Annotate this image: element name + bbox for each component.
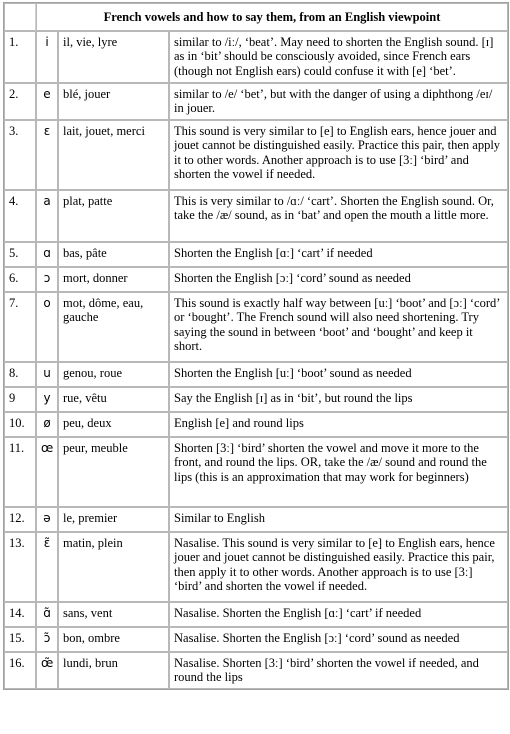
vowel-symbol: ɛ̃ [36, 532, 58, 602]
example-words: lait, jouet, merci [58, 120, 169, 190]
table-row [4, 602, 508, 627]
row-number: 15. [4, 627, 36, 652]
table-row [4, 652, 508, 689]
table-row [4, 83, 508, 120]
example-words: mot, dôme, eau, gauche [58, 292, 169, 362]
example-words: sans, vent [58, 602, 169, 627]
table-row [4, 387, 508, 412]
example-words: lundi, brun [58, 652, 169, 689]
row-number: 10. [4, 412, 36, 437]
row-number: 14. [4, 602, 36, 627]
example-words: peur, meuble [58, 437, 169, 507]
pronunciation-advice: This sound is exactly half way between [uː] ‘boot’ and [ɔː] ‘cord’ or ‘bought’. The French sound will also need shortening. Try saying the sound in between ‘boot’ and ‘bought’ and keep it short. [169, 292, 508, 362]
vowel-symbol: ɛ [36, 120, 58, 190]
example-words: mort, donner [58, 267, 169, 292]
vowel-symbol: ø [36, 412, 58, 437]
example-words: il, vie, lyre [58, 31, 169, 83]
table-row [4, 362, 508, 387]
row-number: 5. [4, 242, 36, 267]
row-number: 7. [4, 292, 36, 362]
pronunciation-advice: similar to /iː/, ‘beat’. May need to shorten the English sound. [ɪ] as in ‘bit’ should be consciously avoided, since French ears (though not English ears) could confuse it with [e] ‘bet’. [169, 31, 508, 83]
table-row [4, 267, 508, 292]
table-row [4, 532, 508, 602]
example-words: rue, vêtu [58, 387, 169, 412]
example-words: plat, patte [58, 190, 169, 242]
vowel-symbol: œ [36, 437, 58, 507]
pronunciation-advice: This sound is very similar to [e] to English ears, hence jouer and jouet cannot be distinguished easily. Practice this pair, then apply it to other words. Another approach is to use [3ː] ‘bird’ and shorten the vowel if needed. [169, 120, 508, 190]
row-number: 13. [4, 532, 36, 602]
vowel-symbol: o [36, 292, 58, 362]
table-row [4, 120, 508, 190]
pronunciation-advice: Shorten the English [uː] ‘boot’ sound as needed [169, 362, 508, 387]
row-number: 6. [4, 267, 36, 292]
vowel-symbol: œ̃ [36, 652, 58, 689]
row-number: 2. [4, 83, 36, 120]
pronunciation-advice: Nasalise. This sound is very similar to [e] to English ears, hence jouer and jouet cannot be distinguished easily. Practice this pair, then apply it to other words. Another approach is to use [3ː] ‘bird’ and shorten the vowel if needed. [169, 532, 508, 602]
table-title: French vowels and how to say them, from an English viewpoint [36, 3, 508, 31]
example-words: blé, jouer [58, 83, 169, 120]
example-words: le, premier [58, 507, 169, 532]
table-title-spacer [4, 3, 36, 31]
vowel-symbol: e [36, 83, 58, 120]
row-number: 16. [4, 652, 36, 689]
pronunciation-advice: Nasalise. Shorten the English [ɔː] ‘cord’ sound as needed [169, 627, 508, 652]
pronunciation-advice: Shorten the English [ɑː] ‘cart’ if needed [169, 242, 508, 267]
row-number: 1. [4, 31, 36, 83]
pronunciation-advice: This is very similar to /ɑː/ ‘cart’. Shorten the English sound. Or, take the /æ/ sound, as in ‘bat’ and open the mouth a little more. [169, 190, 508, 242]
example-words: bas, pâte [58, 242, 169, 267]
example-words: bon, ombre [58, 627, 169, 652]
vowel-symbol: ɔ [36, 267, 58, 292]
table-row [4, 437, 508, 507]
pronunciation-advice: Shorten the English [ɔː] ‘cord’ sound as needed [169, 267, 508, 292]
pronunciation-advice: Say the English [ɪ] as in ‘bit’, but round the lips [169, 387, 508, 412]
pronunciation-advice: Shorten [3ː] ‘bird’ shorten the vowel and move it more to the front, and round the lips. OR, take the /æ/ sound and round the lips (this is an approximation that may work for beginners) [169, 437, 508, 507]
vowel-symbol: u [36, 362, 58, 387]
vowel-symbol: ɑ̃ [36, 602, 58, 627]
table-row [4, 507, 508, 532]
vowel-symbol: ɔ̃ [36, 627, 58, 652]
example-words: genou, roue [58, 362, 169, 387]
row-number: 12. [4, 507, 36, 532]
table-row [4, 190, 508, 242]
vowel-symbol: i [36, 31, 58, 83]
table-row [4, 31, 508, 83]
table-row [4, 627, 508, 652]
example-words: matin, plein [58, 532, 169, 602]
vowel-symbol: ɑ [36, 242, 58, 267]
table-row [4, 292, 508, 362]
vowel-symbol: a [36, 190, 58, 242]
french-vowels-table [3, 2, 509, 690]
pronunciation-advice: Similar to English [169, 507, 508, 532]
table-row [4, 412, 508, 437]
table-header-row [4, 3, 508, 31]
row-number: 9 [4, 387, 36, 412]
pronunciation-advice: Nasalise. Shorten the English [ɑː] ‘cart’ if needed [169, 602, 508, 627]
row-number: 8. [4, 362, 36, 387]
pronunciation-advice: English [e] and round lips [169, 412, 508, 437]
example-words: peu, deux [58, 412, 169, 437]
row-number: 3. [4, 120, 36, 190]
table-row [4, 242, 508, 267]
row-number: 4. [4, 190, 36, 242]
pronunciation-advice: similar to /e/ ‘bet’, but with the danger of using a diphthong /eɪ/ in jouer. [169, 83, 508, 120]
row-number: 11. [4, 437, 36, 507]
vowel-symbol: ə [36, 507, 58, 532]
vowel-symbol: y [36, 387, 58, 412]
pronunciation-advice: Nasalise. Shorten [3ː] ‘bird’ shorten the vowel if needed, and round the lips [169, 652, 508, 689]
